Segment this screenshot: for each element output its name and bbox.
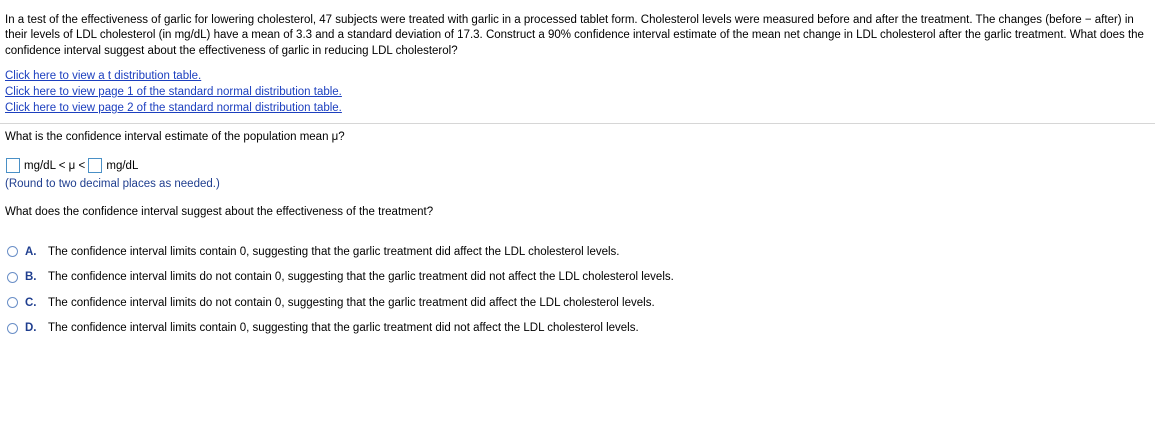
- option-c[interactable]: [7, 290, 674, 316]
- option-text: The confidence interval limits contain 0, suggesting that the garlic treatment did affect the LDL cholesterol levels.: [48, 245, 620, 258]
- lower-bound-input[interactable]: [6, 158, 20, 173]
- option-letter: B.: [25, 271, 37, 284]
- section-divider: [0, 123, 1155, 124]
- answer-options: [7, 239, 674, 341]
- resource-links: [5, 68, 342, 116]
- problem-statement: In a test of the effectiveness of garlic for lowering cholesterol, 47 subjects were treated with garlic in a processed tablet form. Cholesterol levels were measured before and after the treatment. The changes (before − after) in their levels of LDL cholesterol (in mg/dL) have a mean of 3.3 and a standard deviation of 17.3. Construct a 90% confidence interval estimate of the mean net change in LDL cholesterol after the garlic treatment. What does the confidence interval suggest about the effectiveness of garlic in reducing LDL cholesterol?: [5, 14, 1144, 57]
- rounding-note: (Round to two decimal places as needed.): [5, 178, 220, 190]
- option-text: The confidence interval limits do not contain 0, suggesting that the garlic treatment did affect the LDL cholesterol levels.: [48, 296, 655, 309]
- option-a[interactable]: [7, 239, 674, 265]
- radio-button[interactable]: [7, 323, 18, 334]
- option-b[interactable]: [7, 265, 674, 291]
- radio-button[interactable]: [7, 272, 18, 283]
- option-text: The confidence interval limits contain 0, suggesting that the garlic treatment did not affect the LDL cholesterol levels.: [48, 322, 639, 335]
- t-distribution-table-link[interactable]: Click here to view a t distribution table.: [5, 70, 202, 82]
- option-letter: A.: [25, 245, 37, 258]
- question-effectiveness: What does the confidence interval suggest about the effectiveness of the treatment?: [5, 206, 434, 218]
- upper-bound-input[interactable]: [88, 158, 102, 173]
- question-confidence-interval: What is the confidence interval estimate of the population mean μ?: [5, 131, 345, 143]
- option-letter: D.: [25, 322, 37, 335]
- normal-table-page2-link[interactable]: Click here to view page 2 of the standard normal distribution table.: [5, 102, 342, 114]
- confidence-interval-row: [6, 157, 138, 174]
- option-letter: C.: [25, 296, 37, 309]
- option-text: The confidence interval limits do not contain 0, suggesting that the garlic treatment did not affect the LDL cholesterol levels.: [48, 271, 674, 284]
- normal-table-page1-link[interactable]: Click here to view page 1 of the standard normal distribution table.: [5, 86, 342, 98]
- option-d[interactable]: [7, 316, 674, 342]
- upper-unit-label: mg/dL: [106, 159, 139, 172]
- radio-button[interactable]: [7, 297, 18, 308]
- interval-unit-label: mg/dL < μ <: [24, 159, 89, 172]
- radio-button[interactable]: [7, 246, 18, 257]
